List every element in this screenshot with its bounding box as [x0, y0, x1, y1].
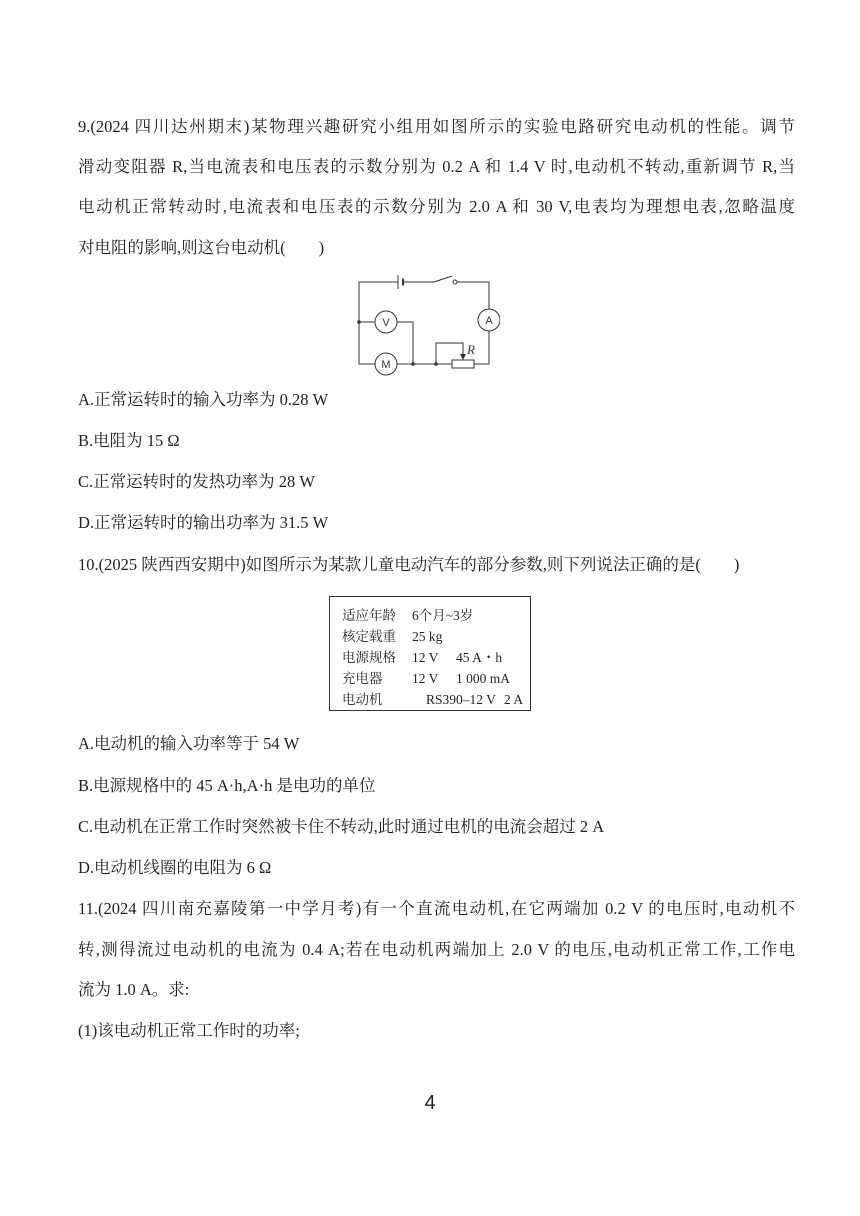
spec-row [330, 647, 530, 668]
circuit-wire [397, 322, 413, 364]
motor-label: M [381, 359, 391, 371]
q10-option-b: B.电源规格中的 45 A·h,A·h 是电功的单位 [78, 776, 376, 795]
spec-value: 6个月~3岁 [412, 608, 474, 623]
spec-label: 电动机 [342, 692, 383, 707]
q9-option-a: A.正常运转时的输入功率为 0.28 W [78, 390, 329, 409]
spec-label: 核定载重 [342, 629, 396, 644]
spec-table [329, 596, 531, 711]
circuit-wire [457, 282, 489, 309]
spec-value: 45 A・h [456, 650, 503, 665]
q9-option-c: C.正常运转时的发热功率为 28 W [78, 472, 315, 491]
rheostat-label: R [467, 342, 475, 357]
q10-option-a: A.电动机的输入功率等于 54 W [78, 734, 300, 753]
spec-value: RS390–12 V [426, 692, 496, 707]
q9-option-b: B.电阻为 15 Ω [78, 431, 180, 450]
ammeter-symbol [478, 309, 500, 331]
q9-option-d: D.正常运转时的输出功率为 31.5 W [78, 513, 329, 532]
circuit-diagram [350, 268, 500, 378]
spec-label: 适应年龄 [342, 608, 396, 623]
q9-stem-line: 9.(2024 四川达州期末)某物理兴趣研究小组用如图所示的实验电路研究电动机的性能。调节 [78, 117, 795, 136]
spec-value: 2 A [504, 692, 524, 707]
q11-part-1: (1)该电动机正常工作时的功率; [78, 1021, 300, 1040]
spec-value: 12 V [412, 650, 439, 665]
circuit-wire [474, 331, 489, 364]
spec-row [330, 626, 530, 647]
voltmeter-label: V [382, 317, 390, 329]
battery-symbol [398, 275, 403, 289]
voltmeter-symbol [375, 311, 397, 333]
ammeter-label: A [485, 315, 493, 327]
q11-stem-line: 流为 1.0 A。求: [78, 980, 190, 999]
q10-option-c: C.电动机在正常工作时突然被卡住不转动,此时通过电机的电流会超过 2 A [78, 817, 605, 836]
q11-stem-line: 11.(2024 四川南充嘉陵第一中学月考)有一个直流电动机,在它两端加 0.2 V 的电压时,电动机不 [78, 899, 795, 918]
rheostat-arrowhead [460, 354, 466, 360]
q9-stem-line: 对电阻的影响,则这台电动机( ) [78, 238, 325, 257]
q10-option-d: D.电动机线圈的电阻为 6 Ω [78, 858, 272, 877]
spec-value: 12 V [412, 671, 439, 686]
junction-dot [357, 320, 361, 324]
spec-label: 充电器 [342, 671, 383, 686]
spec-value: 1 000 mA [456, 671, 510, 686]
junction-dot [411, 362, 415, 366]
q9-stem-line: 电动机正常转动时,电流表和电压表的示数分别为 2.0 A 和 30 V,电表均为理想电表,忽略温度 [78, 197, 795, 216]
junction-dot [434, 362, 438, 366]
q9-stem-line: 滑动变阻器 R,当电流表和电压表的示数分别为 0.2 A 和 1.4 V 时,电动机不转动,重新调节 R,当 [78, 157, 795, 176]
spec-row [330, 605, 530, 626]
spec-row [330, 689, 530, 710]
motor-symbol [375, 353, 397, 375]
q11-stem-line: 转,测得流过电动机的电流为 0.4 A;若在电动机两端加上 2.0 V 的电压,电动机正常工作,工作电 [78, 940, 795, 959]
spec-row [330, 668, 530, 689]
q10-stem-line: 10.(2025 陕西西安期中)如图所示为某款儿童电动汽车的部分参数,则下列说法正确的是( ) [78, 555, 740, 574]
spec-value: 25 kg [412, 629, 443, 644]
switch-symbol [434, 276, 457, 284]
page-number: 4 [424, 1092, 436, 1114]
spec-label: 电源规格 [342, 650, 396, 665]
junction-dots [357, 320, 438, 366]
